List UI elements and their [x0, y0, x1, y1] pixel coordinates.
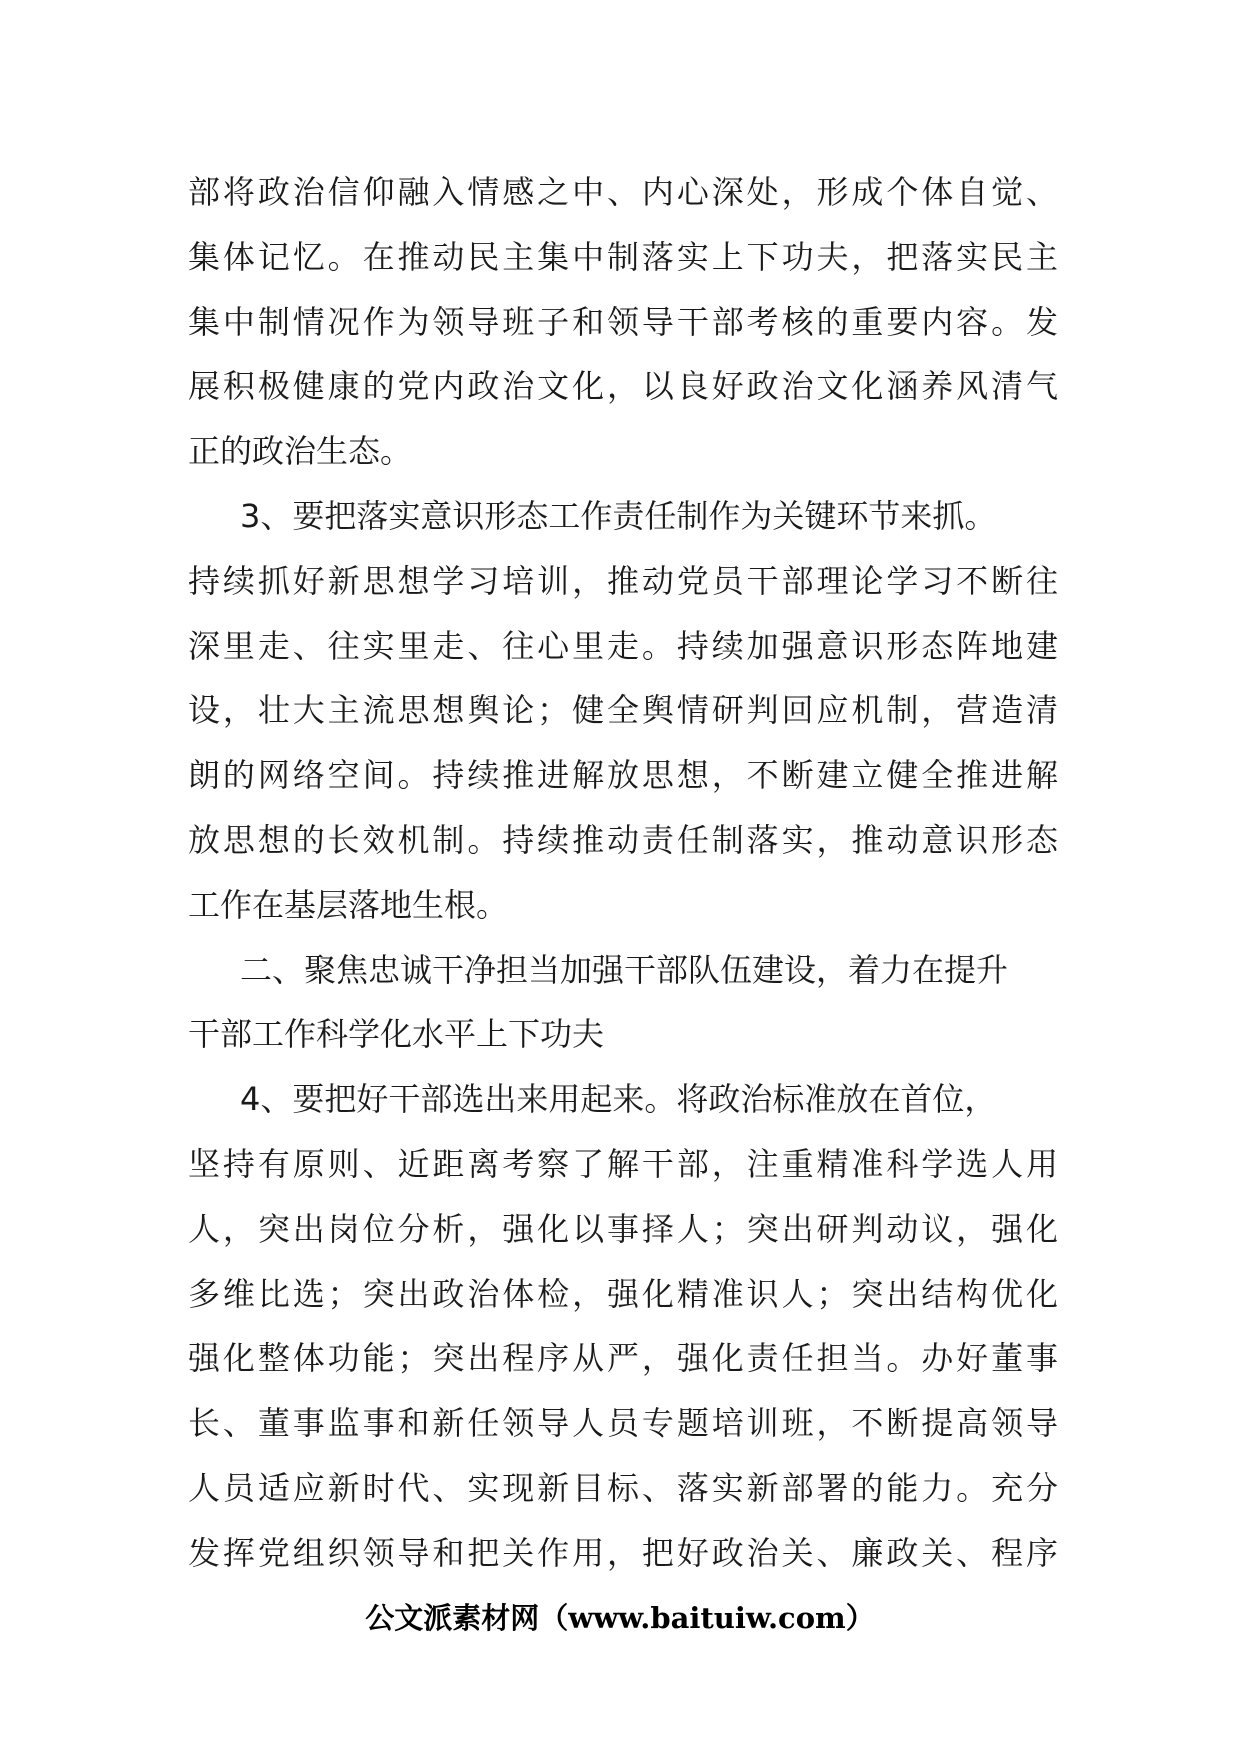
text-line: 人员适应新时代、实现新目标、落实新部署的能力。充分 — [188, 1468, 1058, 1507]
section-heading-line: 干部工作科学化水平上下功夫 — [188, 1015, 605, 1054]
text-line: 部将政治信仰融入情感之中、内心深处，形成个体自觉、 — [188, 173, 1058, 211]
text-line: 设，壮大主流思想舆论；健全舆情研判回应机制，营造清 — [188, 691, 1058, 730]
text-line: 3、要把落实意识形态工作责任制作为关键环节来抓。 — [240, 496, 997, 535]
footer-watermark: 公文派素材网（www.baituiw.com） — [365, 1601, 875, 1635]
text-line: 4、要把好干部选出来用起来。将政治标准放在首位， — [240, 1080, 997, 1119]
section-heading-line: 二、聚焦忠诚干净担当加强干部队伍建设，着力在提升 — [240, 950, 1009, 989]
text-line: 发挥党组织领导和把关作用，把好政治关、廉政关、程序 — [188, 1533, 1058, 1572]
text-line: 朗的网络空间。持续推进解放思想，不断建立健全推进解 — [188, 756, 1058, 795]
text-line: 长、董事监事和新任领导人员专题培训班，不断提高领导 — [188, 1404, 1058, 1443]
text-line: 多维比选；突出政治体检，强化精准识人；突出结构优化 — [188, 1274, 1058, 1313]
text-line: 工作在基层落地生根。 — [188, 885, 509, 924]
text-line: 人，突出岗位分析，强化以事择人；突出研判动议，强化 — [188, 1209, 1058, 1248]
document-body — [188, 160, 1058, 1586]
text-line: 正的政治生态。 — [188, 432, 413, 471]
text-line: 强化整体功能；突出程序从严，强化责任担当。办好董事 — [188, 1339, 1058, 1378]
text-line: 持续抓好新思想学习培训，推动党员干部理论学习不断往 — [188, 561, 1058, 600]
text-line: 集体记忆。在推动民主集中制落实上下功夫，把落实民主 — [188, 237, 1058, 276]
text-line: 集中制情况作为领导班子和领导干部考核的重要内容。发 — [188, 302, 1058, 341]
text-line: 坚持有原则、近距离考察了解干部，注重精准科学选人用 — [188, 1144, 1058, 1183]
text-line: 展积极健康的党内政治文化，以良好政治文化涵养风清气 — [188, 367, 1058, 406]
text-line: 放思想的长效机制。持续推动责任制落实，推动意识形态 — [188, 820, 1058, 859]
text-line: 深里走、往实里走、往心里走。持续加强意识形态阵地建 — [188, 626, 1058, 665]
